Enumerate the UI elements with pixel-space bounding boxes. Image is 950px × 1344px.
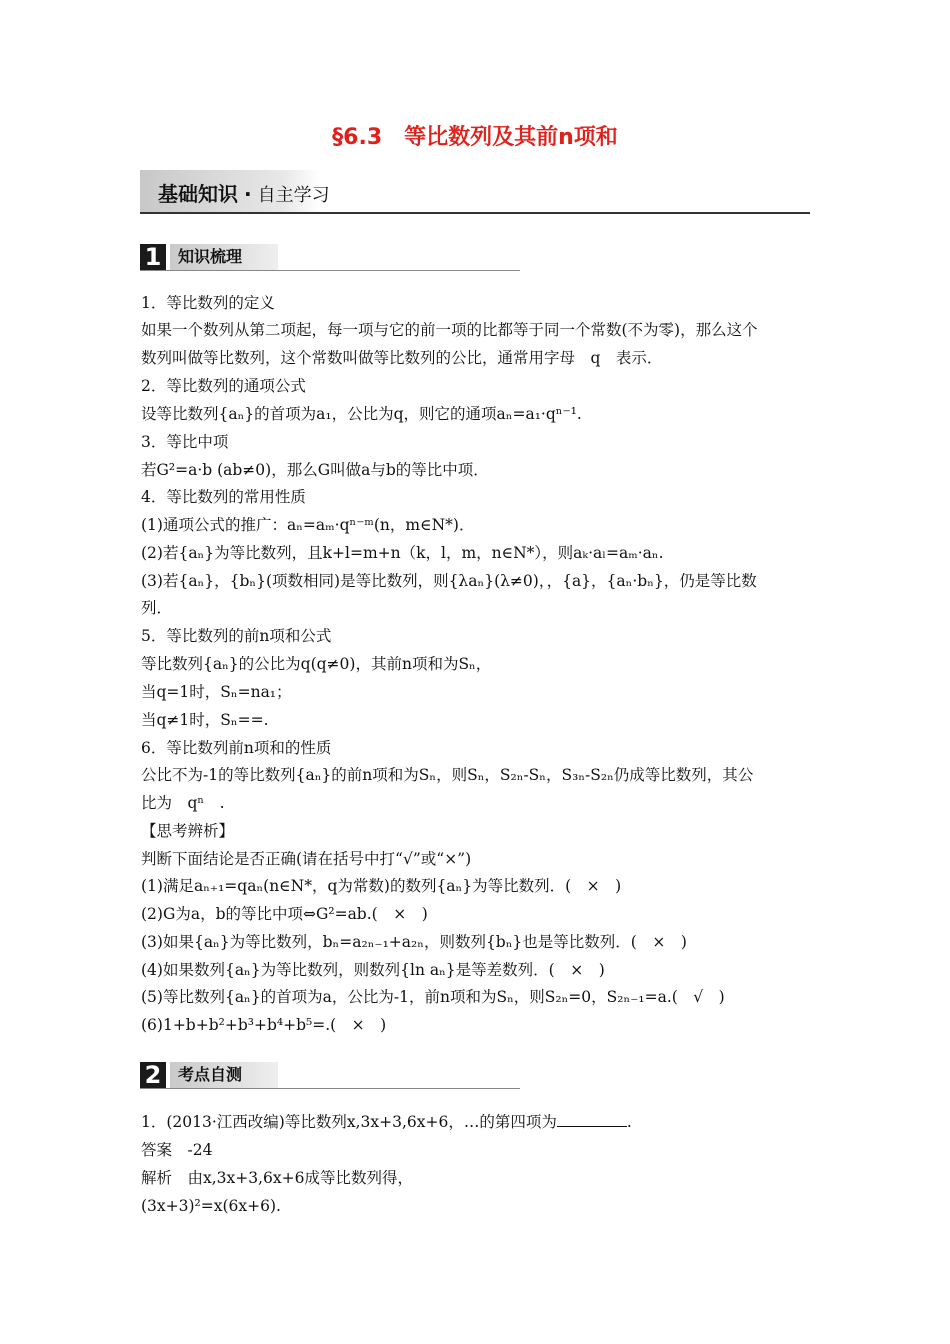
text-line: (1)满足aₙ₊₁=qaₙ(n∈N*，q为常数)的数列{aₙ}为等比数列．( × ) <box>141 877 622 895</box>
question-text: 1．(2013·江西改编)等比数列x,3x+3,6x+6，…的第四项为 <box>141 1113 557 1131</box>
text-line: 当q=1时，Sₙ=na₁； <box>141 683 292 701</box>
section-sub: 自主学习 <box>257 185 330 206</box>
text-line: 3．等比中项 <box>141 433 229 451</box>
subsection-number: 1 <box>140 244 166 270</box>
text-line: 公比不为-1的等比数列{aₙ}的前n项和为Sₙ，则Sₙ，S₂ₙ-Sₙ，S₃ₙ-S₂ₙ仍成等比数列，其公 <box>141 766 754 784</box>
answer-blank <box>557 1112 627 1127</box>
subsection-label: 知识梳理 <box>170 244 278 270</box>
text-line: 4．等比数列的常用性质 <box>141 488 306 506</box>
text-line: 6．等比数列前n项和的性质 <box>141 739 332 757</box>
section-main: 基础知识 <box>158 182 238 206</box>
text-line: (5)等比数列{aₙ}的首项为a，公比为-1，前n项和为Sₙ，则S₂ₙ=0，S₂ₙ₋₁=a.( √ ) <box>141 988 725 1006</box>
text-line: (6)1+b+b²+b³+b⁴+b⁵=.( × ) <box>141 1016 387 1034</box>
subsection-knowledge <box>140 244 520 271</box>
text-line: 1．等比数列的定义 <box>141 294 275 312</box>
answer-line: 答案 -24 <box>141 1141 213 1159</box>
text-line: (3)若{aₙ}，{bₙ}(项数相同)是等比数列，则{λaₙ}(λ≠0)，，{a}，{aₙ·bₙ}，仍是等比数 <box>141 572 757 590</box>
question-line <box>141 1112 632 1132</box>
subsection-label: 考点自测 <box>170 1062 278 1088</box>
text-line: 比为 qⁿ . <box>141 794 225 812</box>
text-line: 如果一个数列从第二项起，每一项与它的前一项的比都等于同一个常数(不为零)，那么这个 <box>141 321 758 339</box>
text-line: 当q≠1时，Sₙ==. <box>141 711 269 729</box>
section-header <box>140 170 810 214</box>
text-line: (2)G为a，b的等比中项⇔G²=ab.( × ) <box>141 905 428 923</box>
text-line: 设等比数列{aₙ}的首项为a₁，公比为q，则它的通项aₙ=a₁·qⁿ⁻¹. <box>141 405 582 423</box>
analysis-line: 解析 由x,3x+3,6x+6成等比数列得， <box>141 1169 414 1187</box>
text-line: 若G²=a·b (ab≠0)，那么G叫做a与b的等比中项． <box>141 461 489 479</box>
text-line: 列． <box>141 599 173 617</box>
subsection-selftest <box>140 1062 520 1089</box>
text-line: 数列叫做等比数列，这个常数叫做等比数列的公比，通常用字母 q 表示． <box>141 349 663 367</box>
text-line: (1)通项公式的推广：aₙ=aₘ·qⁿ⁻ᵐ(n，m∈N*)． <box>141 516 475 534</box>
section-header-text <box>158 178 330 207</box>
text-line: (4)如果数列{aₙ}为等比数列，则数列{ln aₙ}是等差数列．( × ) <box>141 961 605 979</box>
text-line: 判断下面结论是否正确(请在括号中打“√”或“×”) <box>141 850 472 868</box>
page-title: §6.3 等比数列及其前n项和 <box>332 125 618 150</box>
question-end: . <box>626 1113 632 1131</box>
text-line: (2)若{aₙ}为等比数列，且k+l=m+n（k，l，m，n∈N*），则aₖ·aₗ=aₘ·aₙ. <box>141 544 664 562</box>
section-dot: · <box>244 182 252 206</box>
text-line: (3)如果{aₙ}为等比数列，bₙ=a₂ₙ₋₁+a₂ₙ，则数列{bₙ}也是等比数列．( × ) <box>141 933 687 951</box>
subsection-number: 2 <box>140 1062 166 1088</box>
text-line: 5．等比数列的前n项和公式 <box>141 627 332 645</box>
text-line: 2．等比数列的通项公式 <box>141 377 306 395</box>
text-line: 【思考辨析】 <box>141 822 235 840</box>
text-line: 等比数列{aₙ}的公比为q(q≠0)，其前n项和为Sₙ， <box>141 655 492 673</box>
equation-line: (3x+3)²=x(6x+6). <box>141 1197 281 1215</box>
